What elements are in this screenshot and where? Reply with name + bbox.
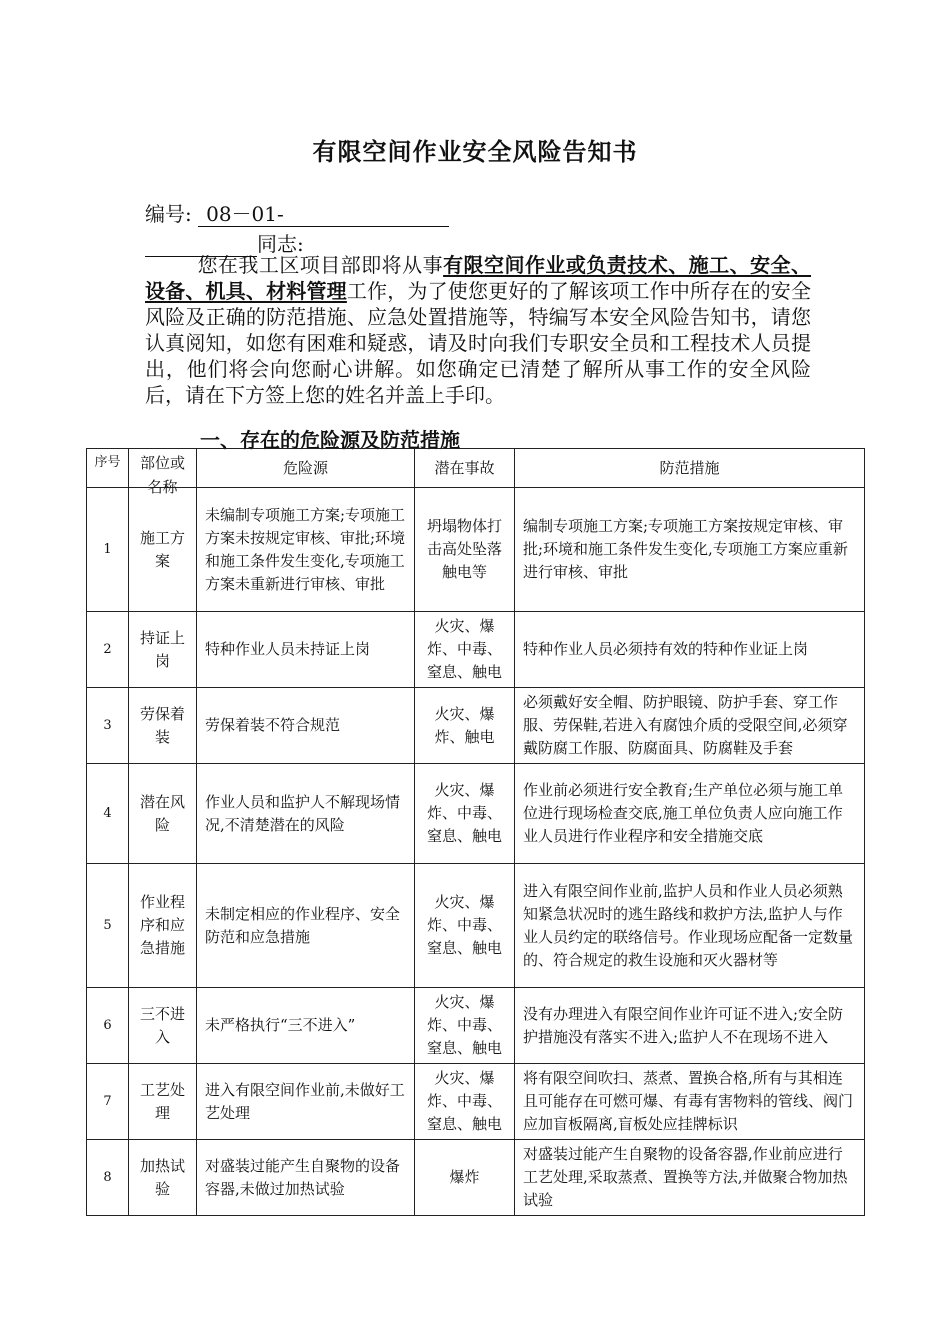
intro-highlight: 有限空间作业或负责技术、施工、安全、设备、机具、材料管理 (145, 253, 812, 303)
row-measures: 作业前必须进行安全教育;生产单位必须与施工单位进行现场检查交底,施工单位负责人应向施工作业人员进行作业程序和安全措施交底 (515, 764, 865, 864)
row-hazard: 劳保着装不符合规范 (197, 688, 415, 764)
table-row (87, 764, 865, 864)
row-hazard: 未制定相应的作业程序、安全防范和应急措施 (197, 864, 415, 988)
table-row (87, 612, 865, 688)
table-row (87, 1140, 865, 1216)
row-hazard: 未编制专项施工方案;专项施工方案未按规定审核、审批;环境和施工条件发生变化,专项施工方案未重新进行审核、审批 (197, 488, 415, 612)
row-accident: 火灾、爆炸、中毒、窒息、触电 (415, 764, 515, 864)
row-index: 2 (87, 612, 129, 688)
table-row (87, 488, 865, 612)
addressee-suffix: 同志: (257, 232, 304, 256)
table-row (87, 688, 865, 764)
table-row (87, 988, 865, 1064)
row-measures: 没有办理进入有限空间作业许可证不进入;安全防护措施没有落实不进入;监护人不在现场不进入 (515, 988, 865, 1064)
header-index: 序号 (87, 449, 129, 488)
intro-after: 工作，为了使您更好的了解该项工作中所存在的安全风险及正确的防范措施、应急处置措施等，特编写本安全风险告知书，请您认真阅知，如您有困难和疑惑，请及时向我们专职安全员和工程技术人员提出，他们将会向您耐心讲解。如您确定已清楚了解所从事工作的安全风险后，请在下方签上您的姓名并盖上手印。 (145, 279, 811, 407)
row-location: 施工方案 (129, 488, 197, 612)
number-value: 08－01- (198, 202, 449, 227)
row-hazard: 特种作业人员未持证上岗 (197, 612, 415, 688)
row-location: 作业程序和应急措施 (129, 864, 197, 988)
row-measures: 必须戴好安全帽、防护眼镜、防护手套、穿工作服、劳保鞋,若进入有腐蚀介质的受限空间,必须穿戴防腐工作服、防腐面具、防腐鞋及手套 (515, 688, 865, 764)
number-label: 编号: (145, 202, 192, 226)
row-measures: 编制专项施工方案;专项施工方案按规定审核、审批;环境和施工条件发生变化,专项施工方案应重新进行审核、审批 (515, 488, 865, 612)
row-location: 工艺处理 (129, 1064, 197, 1140)
row-accident: 火灾、爆炸、触电 (415, 688, 515, 764)
row-accident: 爆炸 (415, 1140, 515, 1216)
row-index: 5 (87, 864, 129, 988)
intro-before: 您在我工区项目部即将从事 (197, 253, 444, 277)
row-accident: 火灾、爆炸、中毒、窒息、触电 (415, 612, 515, 688)
header-location: 部位或名称 (129, 449, 197, 488)
row-location: 劳保着装 (129, 688, 197, 764)
row-accident: 坍塌物体打击高处坠落触电等 (415, 488, 515, 612)
row-measures: 将有限空间吹扫、蒸煮、置换合格,所有与其相连且可能存在可燃可爆、有毒有害物料的管线、阀门应加盲板隔离,盲板处应挂牌标识 (515, 1064, 865, 1140)
document-title: 有限空间作业安全风险告知书 (312, 138, 638, 166)
table-row (87, 1064, 865, 1140)
header-hazard: 危险源 (197, 449, 415, 488)
row-index: 3 (87, 688, 129, 764)
intro-paragraph (145, 252, 811, 408)
row-hazard: 进入有限空间作业前,未做好工艺处理 (197, 1064, 415, 1140)
header-accident: 潜在事故 (415, 449, 515, 488)
risk-table (86, 448, 865, 1216)
row-hazard: 未严格执行“三不进入” (197, 988, 415, 1064)
row-measures: 对盛装过能产生自聚物的设备容器,作业前应进行工艺处理,采取蒸煮、置换等方法,并做聚合物加热试验 (515, 1140, 865, 1216)
row-index: 7 (87, 1064, 129, 1140)
row-index: 4 (87, 764, 129, 864)
row-measures: 特种作业人员必须持有效的特种作业证上岗 (515, 612, 865, 688)
table-header-row (87, 449, 865, 488)
row-measures: 进入有限空间作业前,监护人员和作业人员必须熟知紧急状况时的逃生路线和救护方法,监护人与作业人员约定的联络信号。作业现场应配备一定数量的、符合规定的救生设施和灭火器材等 (515, 864, 865, 988)
table-row (87, 864, 865, 988)
row-index: 8 (87, 1140, 129, 1216)
row-location: 三不进入 (129, 988, 197, 1064)
header-measures: 防范措施 (515, 449, 865, 488)
row-accident: 火灾、爆炸、中毒、窒息、触电 (415, 988, 515, 1064)
document-number-line (145, 198, 449, 227)
row-index: 6 (87, 988, 129, 1064)
row-hazard: 作业人员和监护人不解现场情况,不清楚潜在的风险 (197, 764, 415, 864)
row-location: 潜在风险 (129, 764, 197, 864)
row-hazard: 对盛装过能产生自聚物的设备容器,未做过加热试验 (197, 1140, 415, 1216)
row-location: 持证上岗 (129, 612, 197, 688)
row-index: 1 (87, 488, 129, 612)
row-location: 加热试验 (129, 1140, 197, 1216)
row-accident: 火灾、爆炸、中毒、窒息、触电 (415, 864, 515, 988)
row-accident: 火灾、爆炸、中毒、窒息、触电 (415, 1064, 515, 1140)
section-heading: 一、存在的危险源及防范措施 (200, 428, 460, 452)
